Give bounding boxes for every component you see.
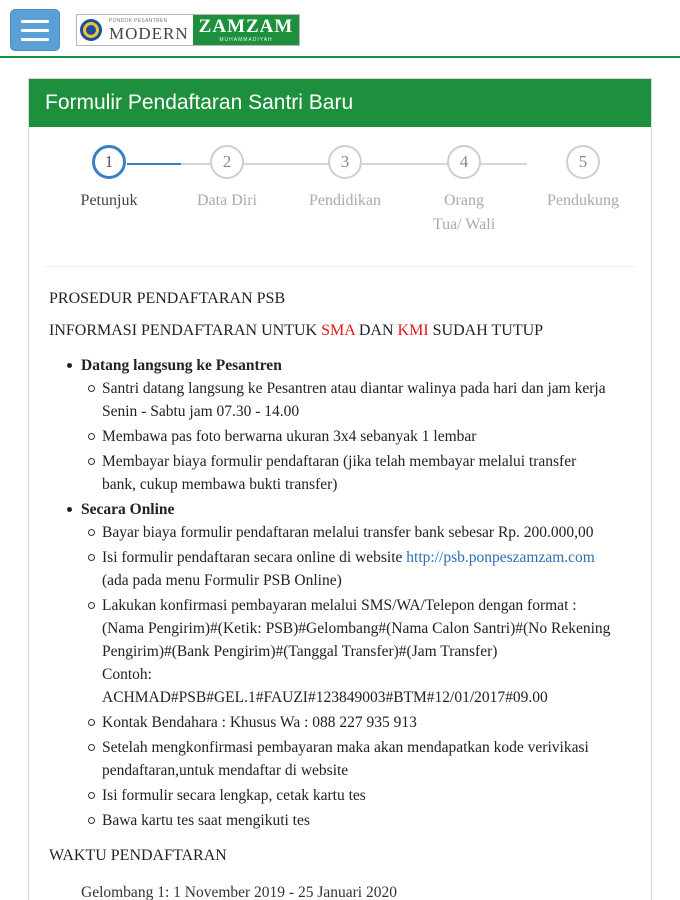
info-notice [49,319,651,342]
logo-modern-text: MODERN [109,23,189,43]
list-item [102,546,612,592]
step-label: Pendukung [547,192,619,209]
item-text: (ada pada menu Formulir PSB Online) [102,572,342,589]
offline-title: Datang langsung ke Pesantren [81,357,282,374]
menu-button[interactable] [10,9,60,51]
step-1[interactable] [59,145,159,213]
example-label: Contoh: [102,666,152,683]
hamburger-menu-icon-bar [21,29,49,32]
item-text: Isi formulir pendaftaran secara online di website [102,549,407,566]
list-item: Membawa pas foto berwarna ukuran 3x4 sebanyak 1 lembar [102,425,612,448]
procedure-heading: PROSEDUR PENDAFTARAN PSB [49,290,286,307]
list-item: Bayar biaya formulir pendaftaran melalui transfer bank sebesar Rp. 200.000,00 [102,521,612,544]
list-item: Membayar biaya formulir pendaftaran (jika telah membayar melalui transfer bank, cukup membawa bukti transfer) [102,450,612,496]
step-label: Petunjuk [80,192,138,209]
logo-zamzam-text: ZAMZAM [198,15,294,37]
list-item: Kontak Bendahara : Khusus Wa : 088 227 935 913 [102,711,612,734]
step-circle[interactable]: 1 [92,145,126,179]
list-item: Setelah mengkonfirmasi pembayaran maka akan mendapatkan kode verivikasi pendaftaran,untuk mendaftar di website [102,736,612,782]
method-list [81,354,651,832]
hamburger-menu-icon-bar [21,38,49,41]
hamburger-menu-icon [21,20,49,23]
step-circle[interactable]: 3 [328,145,362,179]
emblem-icon [77,15,105,45]
example-value: ACHMAD#PSB#GEL.1#FAUZI#123849003#BTM#12/01/2017#09.00 [102,689,548,706]
list-item: Santri datang langsung ke Pesantren atau diantar walinya pada hari dan jam kerja Senin - Sabtu jam 07.30 - 14.00 [102,377,612,423]
info-suffix: SUDAH TUTUP [428,322,544,339]
waktu-item: Gelombang 1: 1 November 2019 - 25 Januari 2020 [81,884,397,900]
step-label: Orang Tua/ Wali [432,192,496,233]
info-prefix: INFORMASI PENDAFTARAN UNTUK [49,322,322,339]
step-3[interactable] [295,145,395,213]
online-steps [102,521,651,832]
site-logo[interactable] [76,14,300,46]
step-circle[interactable]: 4 [447,145,481,179]
list-item: Isi formulir secara lengkap, cetak kartu tes [102,784,612,807]
registration-form-card [28,78,652,900]
step-circle[interactable]: 2 [210,145,244,179]
logo-modern-block [105,15,193,45]
info-dan: DAN [354,322,398,339]
info-kmi: KMI [397,322,429,339]
step-label: Pendidikan [309,192,381,209]
waktu-heading: WAKTU PENDAFTARAN [49,847,227,864]
online-title: Secara Online [81,501,175,518]
step-label: Data Diri [197,192,257,209]
form-stepper [45,127,635,267]
step-2[interactable] [177,145,277,213]
list-item: Bawa kartu tes saat mengikuti tes [102,809,612,832]
logo-small-text: PONDOK PESANTREN [109,17,168,24]
list-item [81,498,651,832]
list-item [102,594,612,709]
top-bar [0,0,680,58]
form-title: Formulir Pendaftaran Santri Baru [45,91,354,114]
instructions-content [29,267,651,900]
logo-muhammadiyah-text: MUHAMMADIYAH [219,36,273,43]
info-sma: SMA [321,322,355,339]
step-circle[interactable]: 5 [566,145,600,179]
confirmation-format: Lakukan konfirmasi pembayaran melalui SMS/WA/Telepon dengan format : (Nama Pengirim)#(Ketik: PSB)#Gelombang#(Nama Calon Santri)#(No Rekening Pengirim)#(Bank Pengirim)#(Tanggal Transfer)#(Jam Transfer) [102,597,611,660]
logo-zamzam-block [193,15,300,45]
card-header [29,79,651,127]
step-4[interactable] [414,145,514,237]
step-5[interactable] [533,145,633,213]
list-item [81,354,651,496]
offline-steps [102,377,651,496]
psb-website-link[interactable]: http://psb.ponpeszamzam.com [406,549,595,566]
